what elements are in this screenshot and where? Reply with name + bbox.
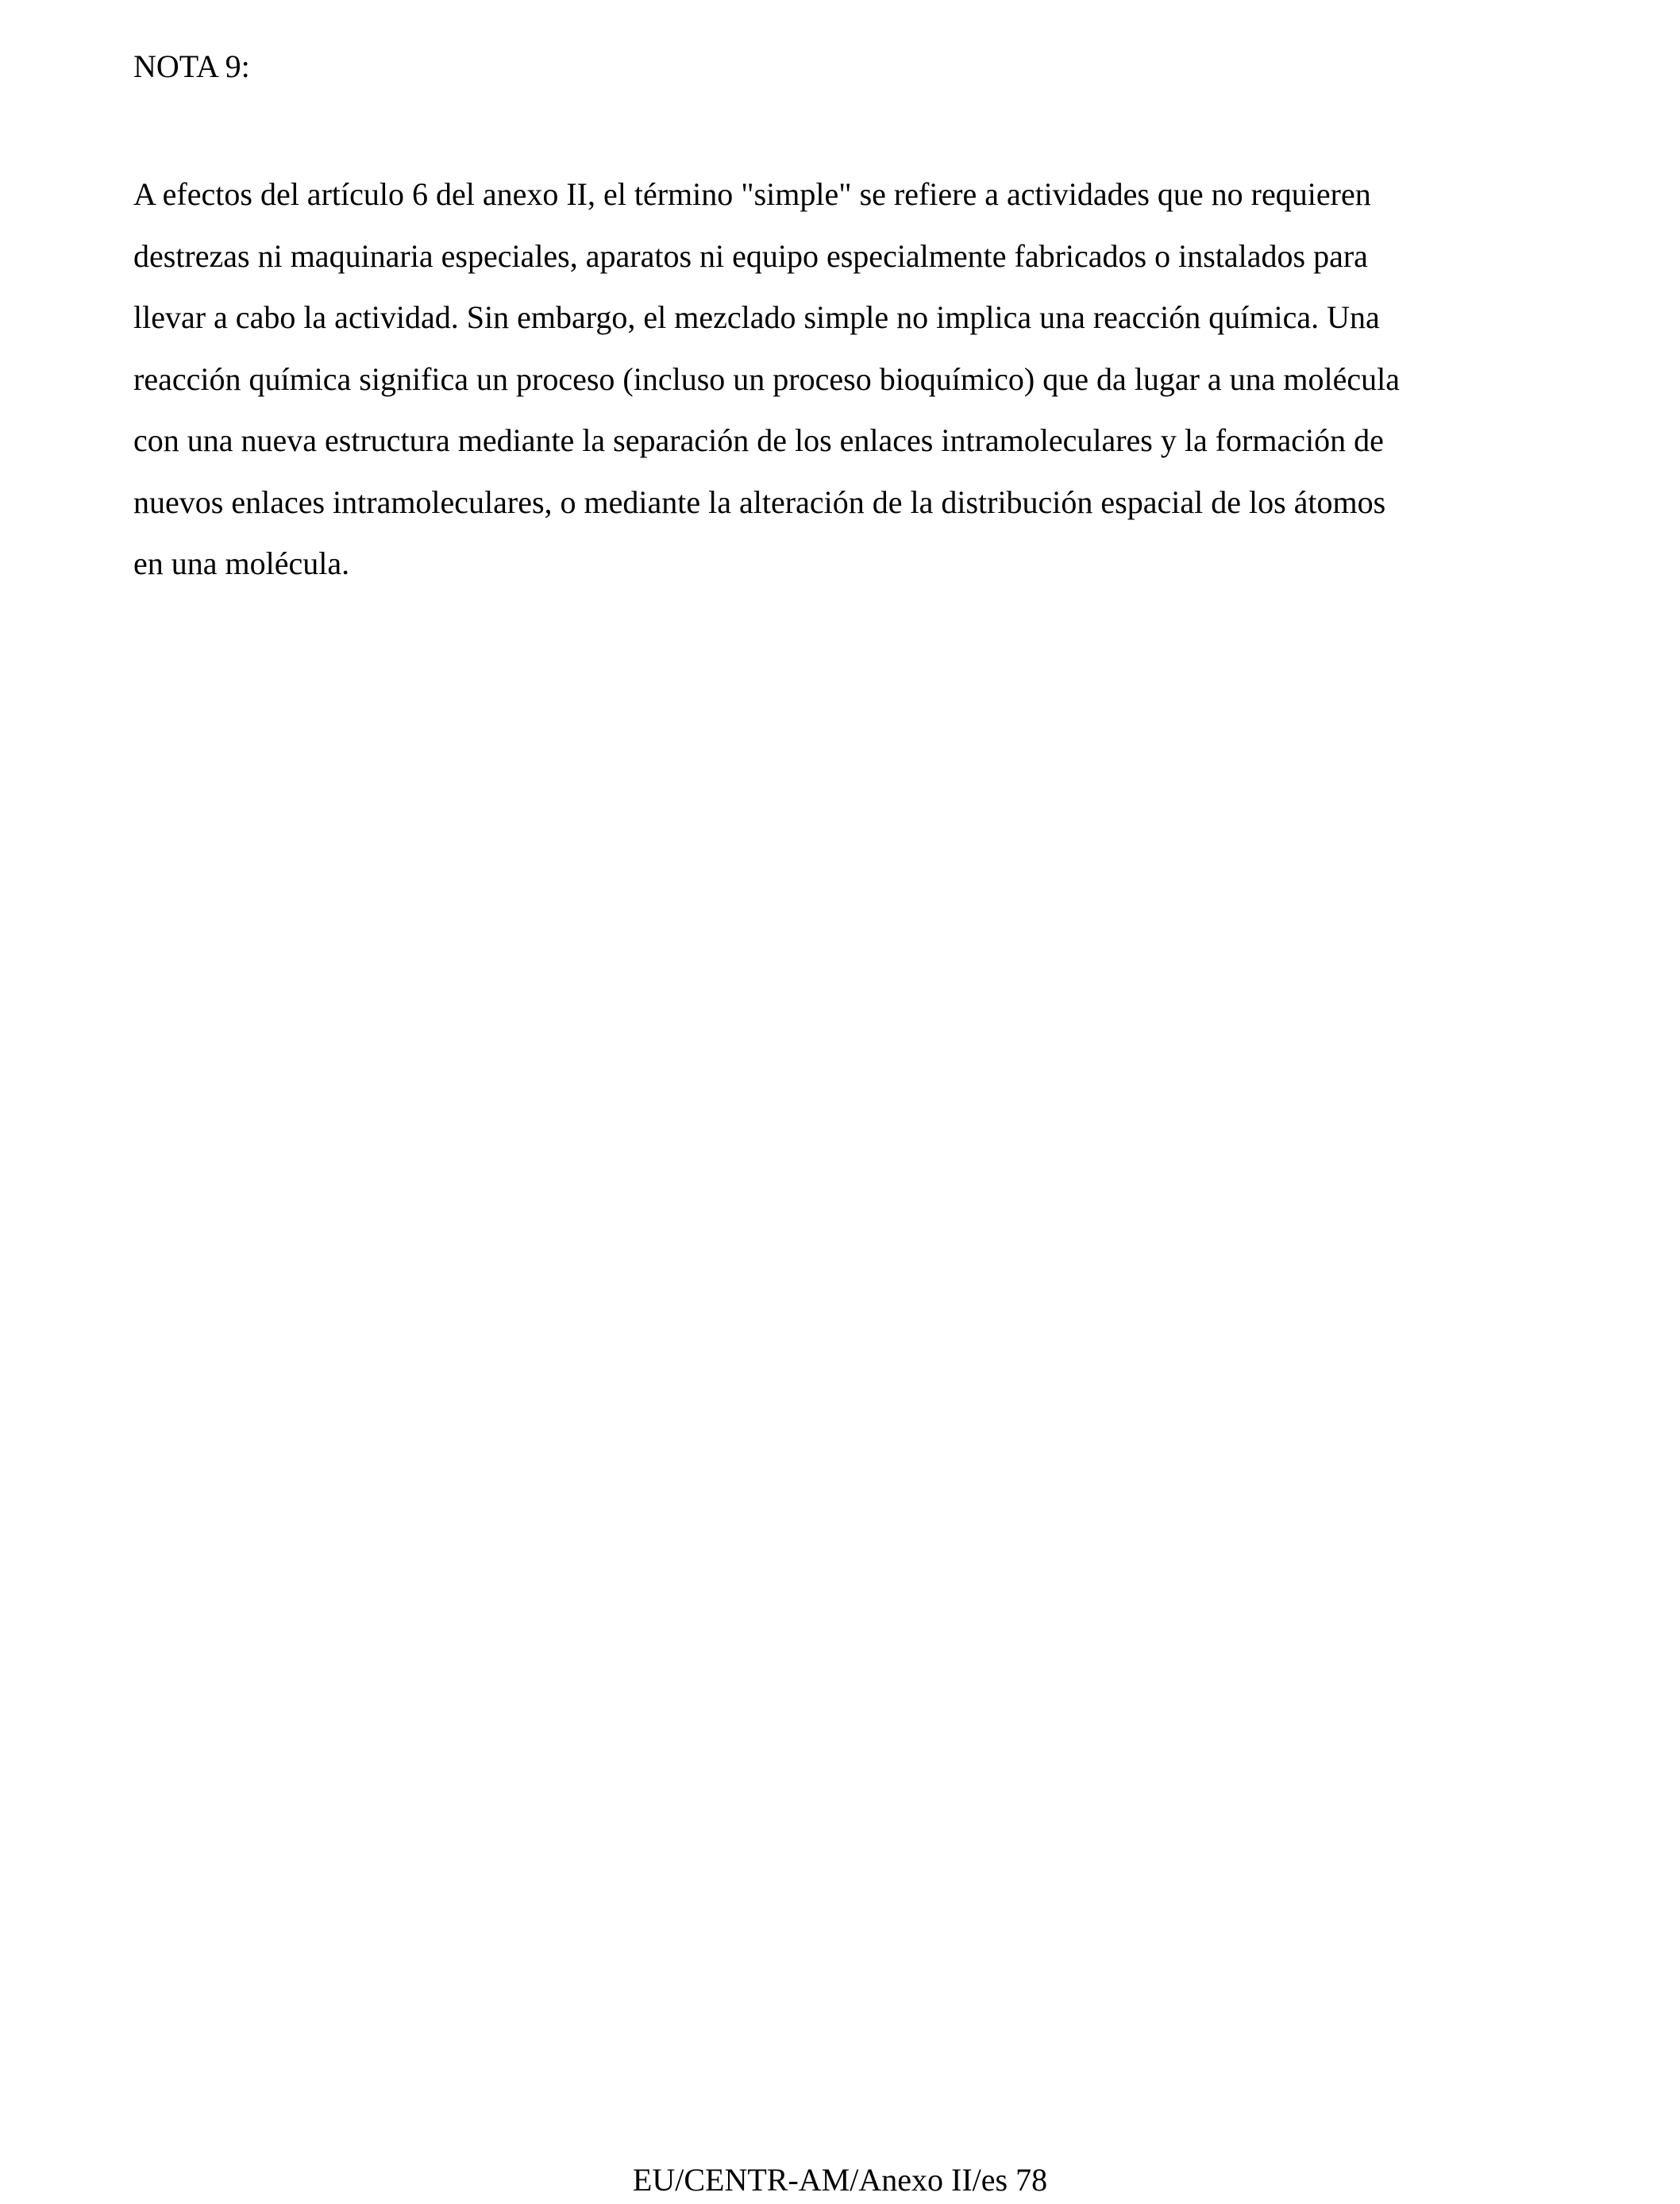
body-line: con una nueva estructura mediante la separación de los enlaces intramoleculares y la formación de [133, 422, 1384, 458]
body-line: reacción química significa un proceso (incluso un proceso bioquímico) que da lugar a una molécula [133, 360, 1401, 397]
note-body-paragraph [133, 164, 1562, 595]
page-footer-reference: EU/CENTR-AM/Anexo II/es 78 [632, 2162, 1048, 2198]
body-line: en una molécula. [133, 545, 350, 581]
body-line: destrezas ni maquinaria especiales, aparatos ni equipo especialmente fabricados o instalados para [133, 237, 1368, 274]
body-line: nuevos enlaces intramoleculares, o mediante la alteración de la distribución espacial de los átomos [133, 484, 1386, 520]
note-heading: NOTA 9: [133, 48, 250, 84]
body-line: llevar a cabo la actividad. Sin embargo, el mezclado simple no implica una reacción química. Una [133, 299, 1380, 335]
body-line: A efectos del artículo 6 del anexo II, el término "simple" se refiere a actividades que no requieren [133, 176, 1371, 212]
